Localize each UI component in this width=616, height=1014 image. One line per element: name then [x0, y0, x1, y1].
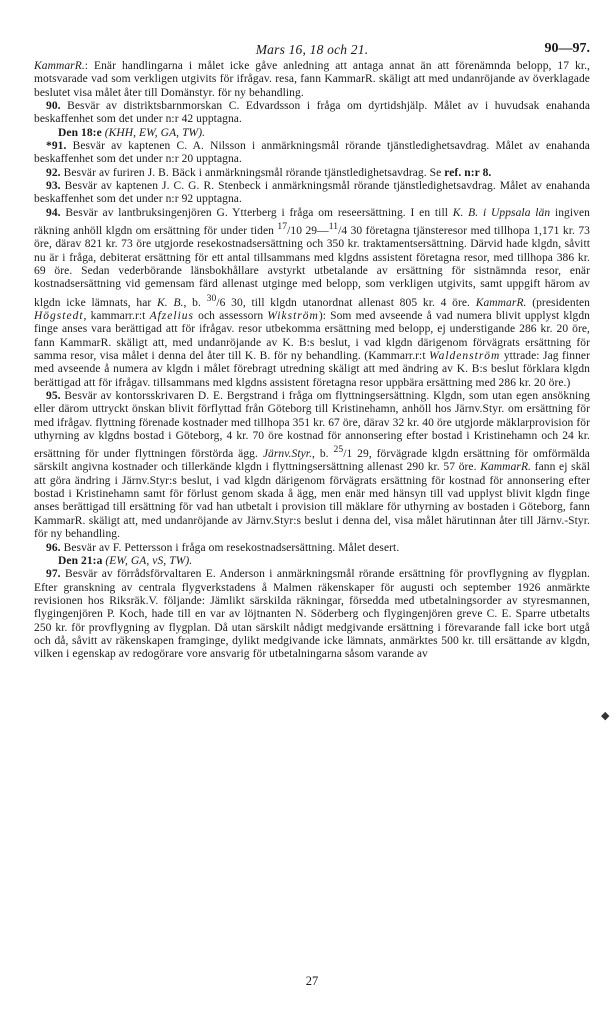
panel-members: (KHH, EW, GA, TW).	[101, 126, 206, 139]
paragraph-89-conclusion	[34, 60, 590, 100]
case-text: Besvär av förrådsförvaltaren E. Anderson i anmärkningsmål rörande ersättning för provflygning av flygplan. Efter granskning av centrala flygverkstadens å Malmen räkenskaper för augusti och september 1926 anmärkte revisionen hos Riksräk.V. följande: Jämlikt särskilda räkningar, försedda med utbetalningsorder av styresmannen, flygingenjören P. Koch, hade till en var av löjtnanten N. Söderberg och flygingenjören greve C. E. Sparre utbetalts 250 kr. för provflygning av flygplan. Då utan särskilt nådigt medgivande ersättning i förevarande fall icke bort utgå och då, såvitt av räkenskapen framginge, dylikt medgivande icke lämnats, anmärktes 500 kr. till ersättande av klgdn, vilken i egenskap av redogörare vore ansvarig för utbetalningarna såsom varande av	[34, 568, 590, 661]
case-96	[34, 542, 590, 555]
margin-dot-icon: ◆	[601, 710, 610, 722]
date-fraction-numerator: 30	[206, 292, 217, 304]
date-heading-21	[34, 555, 590, 568]
case-95	[34, 390, 590, 542]
cross-reference: ref. n:r 8.	[444, 166, 492, 179]
case-text: Besvär av kontorsskrivaren D. E. Bergstrand i fråga om flyttningsersättning. Klgdn, som utan egen ansökning eller därom uttryckt önskan blivit förflyttad från Göteborg till Kristinehamn, anhöll hos Järnv.Styr. om ersättning för med ifrågav. flyttning förenade kostnader med tillhopa 351 kr. 67 öre, därav 32 kr. 40 öre utgjorde mäklarprovision för uthyrning av klgdns bostad i Göteborg, 4 kr. 70 öre kostnad för annonsering efter bostad i Kristinehamn och 24 kr. ersättning för under flyttningen förstörda ägg.	[34, 389, 590, 461]
date-fraction-numerator: 25	[333, 444, 344, 456]
case-text: ingiven räkning anhöll klgdn om ersättning för under tiden	[34, 206, 590, 237]
case-number: 93.	[46, 180, 61, 193]
case-number: 92.	[46, 166, 61, 179]
case-text: /10 29—	[287, 224, 329, 237]
case-91	[34, 140, 590, 167]
case-number: *91.	[46, 140, 67, 153]
authority-name: Järnv.Styr.	[262, 448, 313, 461]
document-page	[34, 0, 590, 988]
case-number: 96.	[46, 541, 61, 554]
case-90	[34, 100, 590, 127]
case-text: Besvär av lantbruksingenjören G. Ytterberg i fråga om reseersättning. I en till	[60, 206, 453, 219]
case-number: 95.	[46, 389, 61, 402]
date-label: Den 18:e	[58, 126, 102, 139]
case-text: Besvär av F. Pettersson i fråga om resekostnadsersättning. Målet desert.	[60, 541, 400, 554]
case-text: Besvär av kaptenen J. C. G. R. Stenbeck i anmärkningsmål rörande tjänstledighetsavdrag. Målet av enahanda beskaffenhet som det under n:r 92 upptagna.	[34, 180, 590, 206]
case-92	[34, 167, 590, 180]
case-text: Besvär av kaptenen C. A. Nilsson i anmärkningsmål rörande tjänstledighetsavdrag. Målet av enahanda beskaffenhet som det under n:r 20 upptagna.	[34, 140, 590, 166]
case-text: Besvär av furiren J. B. Bäck i anmärkningsmål rörande tjänstledighetsavdrag. Se	[60, 166, 445, 179]
case-text: , b.	[183, 296, 207, 309]
authority-name: K. B.	[157, 296, 184, 309]
judge-name: Wikström	[267, 309, 319, 322]
date-label: Den 21:a	[58, 554, 103, 567]
page-header	[34, 0, 590, 60]
date-fraction-numerator: 11	[328, 221, 339, 233]
page-number: 27	[305, 974, 319, 988]
case-93	[34, 180, 590, 207]
body-text	[34, 60, 590, 662]
court-name: KammarR.	[34, 60, 85, 72]
panel-members: (EW, GA, vS, TW).	[102, 554, 193, 567]
case-text: , kammarr.r:t	[83, 309, 150, 322]
case-text: ): Som med avseende å vad numera blivit upplyst klgdn finge anses vara berättigad att för ifrågav. resor utbekomma ersättning med belopp, ej understigande 286 kr. 20 öre, fann KammarR. skäligt att, med undanröjande av K. B:s beslut, i vad klgdn därigenom förvägrats ersättning för samma resor, visa målet i denna del åter till K. B. för ny behandling. (Kammarr.r:t	[34, 309, 590, 362]
date-heading-18	[34, 127, 590, 140]
judge-name: Högstedt	[34, 309, 84, 322]
case-94	[34, 207, 590, 390]
case-text: yttrade: Jag finner med avseende å numera av klgdn i målet förebragt utredning skäligt att med ändring av K. B:s beslut förklara klgdn berättigad att för ifrågav. tillsammans med klgdns assistent företagna resor uppbära ersättning med 286 kr. 20 öre.)	[34, 349, 590, 389]
case-97	[34, 568, 590, 661]
running-head: Mars 16, 18 och 21.	[255, 42, 369, 57]
case-number: 94.	[46, 206, 61, 219]
case-text: /1 29, förvägrade klgdn ersättning för omförmälda särskilt angivna kostnader och tillerkände klgdn i flyttningsersättning allenast 290 kr. 57 öre.	[34, 448, 590, 474]
case-text: /6 30, till klgdn utanordnat allenast 805 kr. 4 öre.	[216, 296, 476, 309]
case-text: , b.	[312, 448, 334, 461]
case-text: fann ej skäl att göra ändring i Järnv.Styr:s beslut, i vad klgdn därigenom förvägrats ersättning för kostnad för annonsering efter bostad i Kristinehamn samt för förlust genom skada å ägg, men enär med hänsyn till vad upplyst blivit klgdn finge anses berättigad till ersättning för vad han utbetalt i provision till mäklare för uthyrning av bostaden i Göteborg, fann KammarR. skäligt att, med undanröjande av Järnv.Styr:s beslut i denna del, visa målet härutinnan åter till Järnv.-Styr. för ny behandling.	[34, 461, 590, 541]
case-text: (presidenten	[526, 296, 590, 309]
paragraph-text: : Enär handlingarna i målet icke gåve anledning att antaga annat än att förenämnda belopp, 17 kr., motsvarade vad som verkligen utgivits för ifrågav. resa, fann KammarR. skäligt att med undanröjande av överklagade beslutet visa målet åter till Domänstyr. för ny behandling.	[34, 60, 590, 99]
authority-name: K. B. i Uppsala län	[452, 206, 551, 219]
case-text: och assessorn	[194, 309, 268, 322]
judge-name: Waldenström	[429, 349, 501, 362]
judge-name: Afzelius	[149, 309, 194, 322]
case-text: Besvär av distriktsbarnmorskan C. Edvardsson i fråga om dyrtidshjälp. Målet av i huvudsak enahanda beskaffenhet som det under n:r 42 upptagna.	[34, 100, 590, 126]
court-name: KammarR.	[475, 296, 527, 309]
date-fraction-numerator: 17	[277, 221, 288, 233]
court-name: KammarR.	[480, 461, 532, 474]
case-number: 90.	[46, 100, 61, 113]
case-text: /4 30 företagna tjänsteresor med tillhopa 1,171 kr. 73 öre, därav 821 kr. 73 öre utgjorde resekostnadsersättning och 350 kr. traktamentsersättning. Därvid hade klgdn, såvitt nu är i fråga, debiterat ersättning för ett antal tillsammans med klgdns assistent företagna resor, med tillhopa 386 kr. 69 öre. Sedan vederbörande länsbokhållare avstyrkt utbetalande av ersättning för sistnämnda resor, enär kostnadsersättning vid gemensam färd allenast utginge med belopp, som verkligen utgivits, samt uppgift härom av klgdn icke lämnats, har	[34, 224, 590, 309]
case-number: 97.	[46, 568, 61, 581]
case-number-range: 90—97.	[544, 41, 590, 56]
